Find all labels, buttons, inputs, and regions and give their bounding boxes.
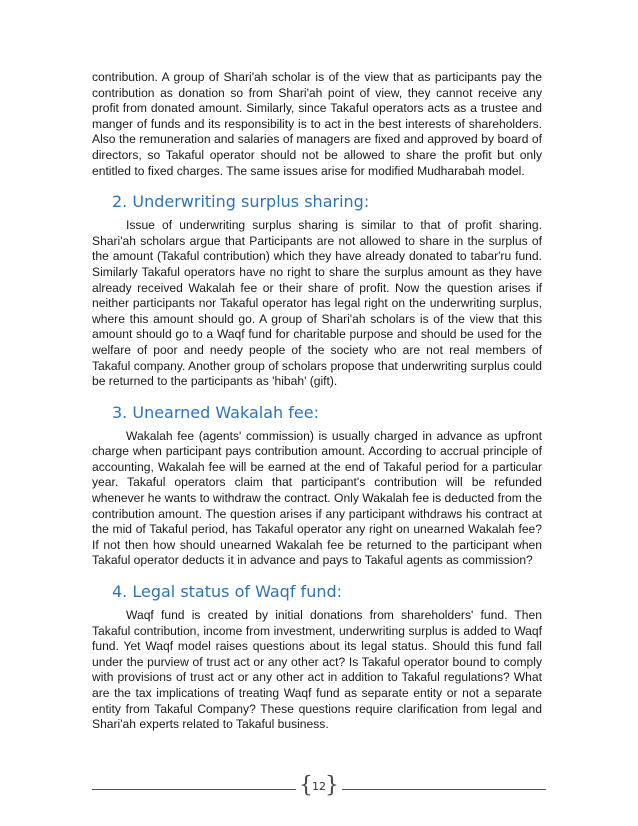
section-heading-unearned-wakalah-fee: 3. Unearned Wakalah fee: bbox=[112, 402, 319, 422]
page-number-box bbox=[299, 773, 339, 798]
section-heading-waqf-fund: 4. Legal status of Waqf fund: bbox=[112, 582, 343, 602]
section-body-waqf-fund: Waqf fund is created by initial donations from shareholders' fund. Then Takaful contribution, income from investment, underwriting surplus is added to Waqf fund. Yet Waqf model raises questions about its legal status. Should this fund fall under the purview of trust act or any other act? Is Takaful operator bound to comply with provisions of trust act or any other act in addition to Takaful regulations? What are the tax implications of treating Waqf fund as separate entity or not a separate entity from Takaful Company? These questions require clarification from legal and Shari'ah experts related to Takaful business. bbox=[92, 608, 542, 732]
page-footer bbox=[92, 773, 546, 798]
section-body-underwriting-surplus: Issue of underwriting surplus sharing is similar to that of profit sharing. Shari'ah scholars argue that Participants are not allowed to share in the surplus of the amount (Takaful contribution) which they have already donated to tabar'ru fund. Similarly Takaful operators have no right to share the surplus amount as they have already received Wakalah fee or their share of profit. Now the question arises if neither participants nor Takaful operator has legal right on the underwriting surplus, where this amount should go. A group of Shari'ah scholars is of the view that this amount should go to a Waqf fund for charitable purpose and should be used for the welfare of poor and needy people of the society who are not real members of Takaful company. Another group of scholars propose that underwriting surplus could be returned to the participants as 'hibah' (gift). bbox=[92, 218, 542, 389]
footer-rule-right bbox=[342, 789, 546, 790]
footer-rule-left bbox=[92, 789, 296, 790]
intro-paragraph: contribution. A group of Shari'ah scholar is of the view that as participants pay the contribution as donation so from Shari'ah point of view, they cannot receive any profit from donated amount. Similarly, since Takaful operators acts as a trustee and manger of funds and its responsibility is to act in the best interests of shareholders. Also the remuneration and salaries of managers are fixed and approved by board of directors, so Takaful operator should not be allowed to share the profit but only entitled to fixed charges. The same issues arise for modified Mudharabah model. bbox=[92, 70, 542, 178]
left-brace-icon: { bbox=[299, 773, 313, 798]
right-brace-icon: } bbox=[325, 773, 339, 798]
page-number: 12 bbox=[312, 780, 326, 793]
page-body bbox=[92, 70, 542, 733]
section-heading-underwriting-surplus: 2. Underwriting surplus sharing: bbox=[112, 192, 370, 212]
section-body-unearned-wakalah-fee: Wakalah fee (agents' commission) is usually charged in advance as upfront charge when participant pays contribution amount. According to accrual principle of accounting, Wakalah fee will be earned at the end of Takaful period for a particular year. Takaful operators claim that participant's contribution will be refunded whenever he wants to withdraw the contract. Only Wakalah fee is deducted from the contribution amount. The question arises if any participant withdraws his contract at the mid of Takaful period, has Takaful operator any right on unearned Wakalah fee? If not then how should unearned Wakalah fee be returned to the participant when Takaful operator deducts it in advance and pays to Takaful agents as commission? bbox=[92, 428, 542, 568]
